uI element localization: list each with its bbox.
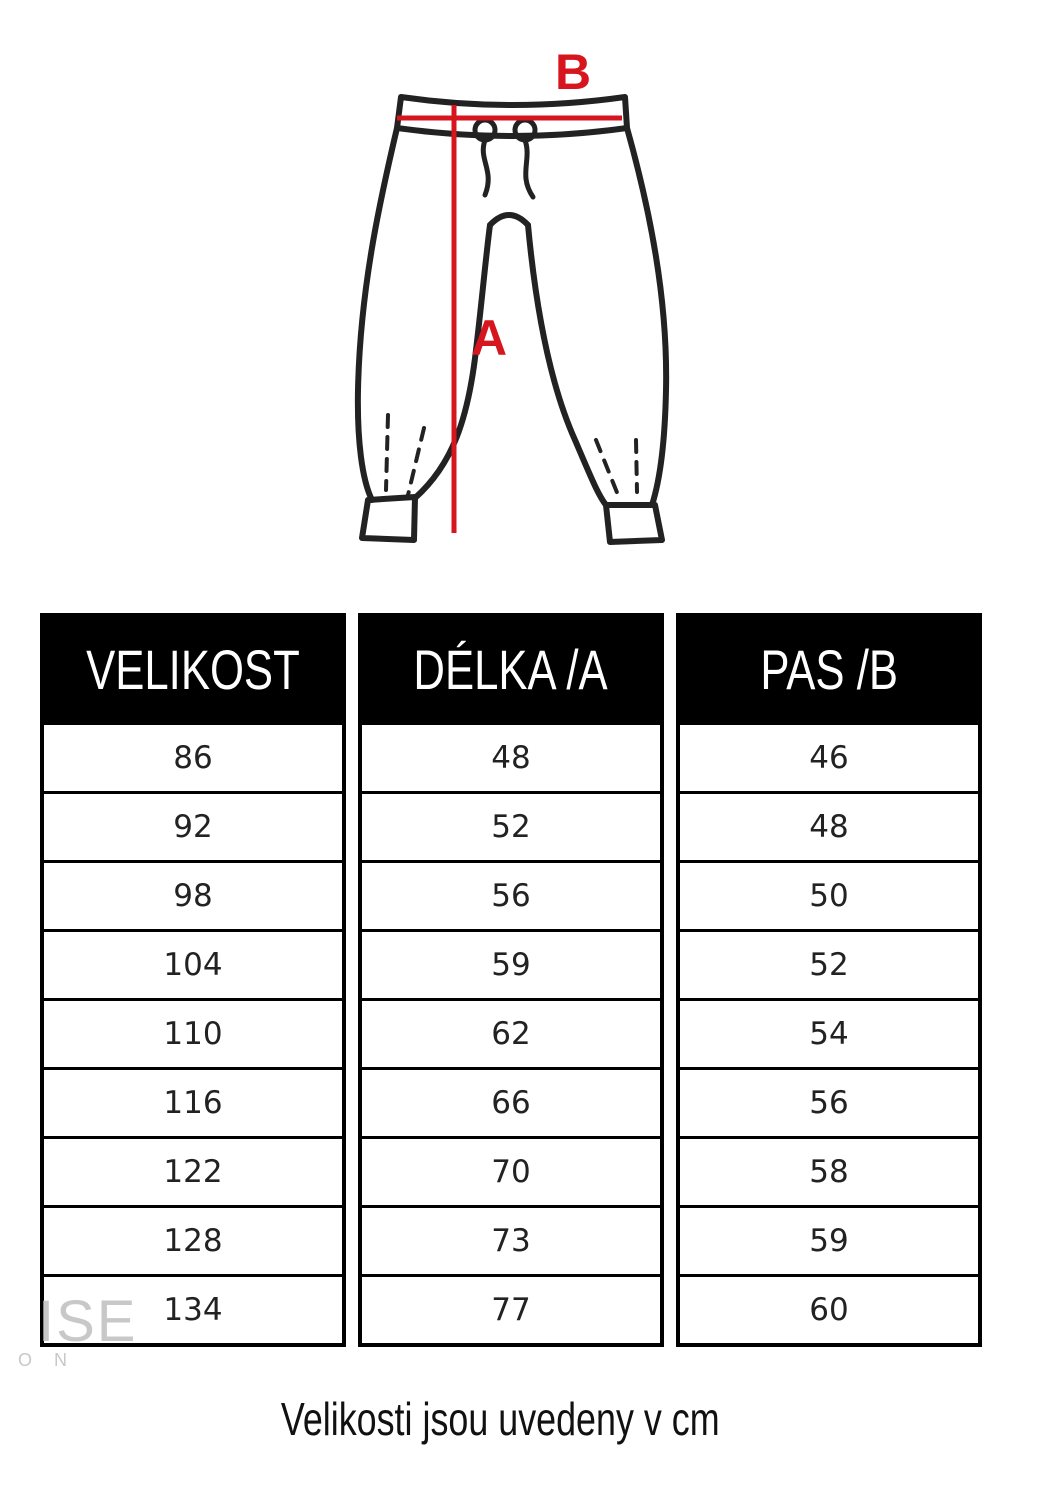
footer-note: Velikosti jsou uvedeny v cm [280, 1393, 720, 1445]
table-cell: 46 [680, 725, 978, 794]
table-cell: 56 [362, 863, 660, 932]
table-cell: 60 [809, 1292, 849, 1328]
table-cell: 134 [163, 1292, 223, 1328]
table-cell: 122 [44, 1139, 342, 1208]
table-cell: 116 [44, 1070, 342, 1139]
table-cell: 104 [44, 932, 342, 1001]
column-delka [358, 613, 664, 1347]
label-a: A [470, 310, 508, 366]
column-header: DÉLKA /A [358, 613, 664, 725]
table-cell: 50 [680, 863, 978, 932]
table-cell: 58 [680, 1139, 978, 1208]
table-cell: 92 [44, 794, 342, 863]
table-cell: 52 [680, 932, 978, 1001]
column-velikost [40, 613, 346, 1347]
table-cell: 70 [362, 1139, 660, 1208]
table-cell: 98 [44, 863, 342, 932]
table-cell: 59 [680, 1208, 978, 1277]
pants-measurement-diagram [0, 0, 1059, 600]
table-cell: 128 [44, 1208, 342, 1277]
table-cell: 86 [44, 725, 342, 794]
table-cell: 56 [680, 1070, 978, 1139]
column-header: VELIKOST [40, 613, 346, 725]
table-cell: 59 [362, 932, 660, 1001]
table-cell: 48 [362, 725, 660, 794]
label-b: B [554, 44, 592, 100]
table-cell: 48 [680, 794, 978, 863]
table-cell: 110 [44, 1001, 342, 1070]
table-cell: 73 [362, 1208, 660, 1277]
column-pas [676, 613, 982, 1347]
table-cell: 54 [680, 1001, 978, 1070]
pants-outline-icon [358, 97, 666, 542]
table-cell: 62 [362, 1001, 660, 1070]
table-cell: 52 [362, 794, 660, 863]
table-cell: 66 [362, 1070, 660, 1139]
brand-watermark: ISE ON [18, 1289, 138, 1370]
column-header: PAS /B [676, 613, 982, 725]
table-cell: 77 [491, 1292, 531, 1328]
